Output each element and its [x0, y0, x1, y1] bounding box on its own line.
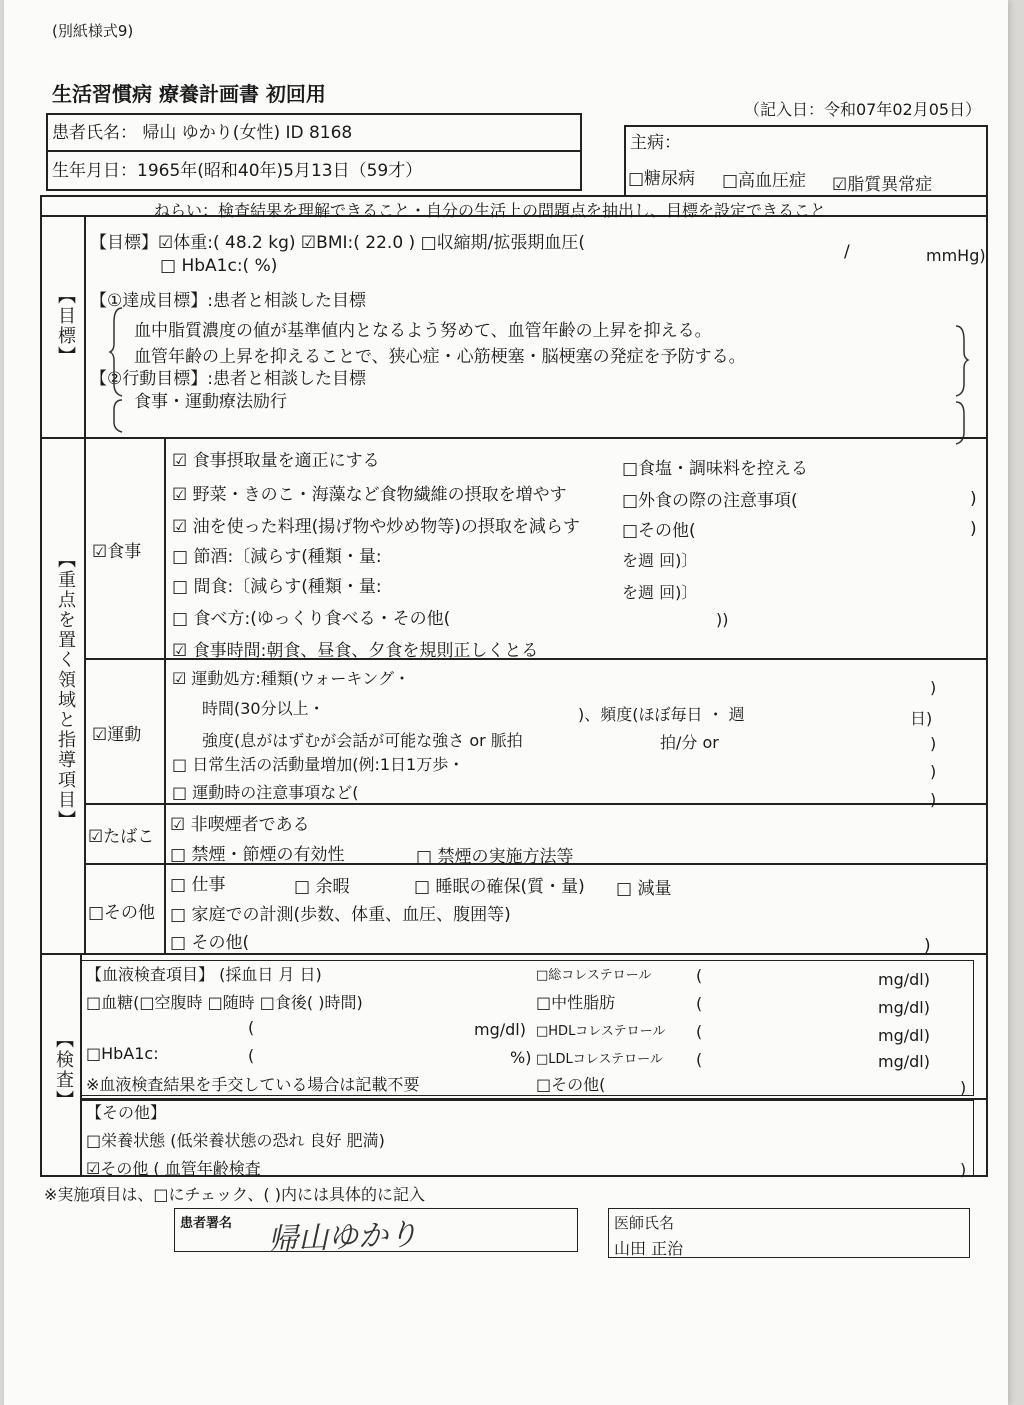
entry-date: （記入日：令和07年02月05日）	[744, 100, 982, 119]
lipid-other[interactable]: □その他(	[536, 1075, 606, 1094]
form-id: (別紙様式9)	[52, 22, 134, 40]
diet-item-3[interactable]: ☑ 油を使った料理(揚げ物や炒め物等)の摂取を減らす	[172, 517, 580, 537]
other-sleep[interactable]: □ 睡眠の確保(質・量)	[414, 877, 585, 897]
doctor-name: 山田 正治	[614, 1239, 684, 1258]
focus-side-label: 【重点を置く領域と指導項目】	[55, 550, 76, 830]
doctor-label: 医師氏名	[614, 1214, 675, 1232]
exercise-item-2[interactable]: □ 日常生活の活動量増加(例:1日1万歩・	[172, 755, 465, 774]
diet-right-item-3[interactable]: □その他(	[622, 521, 696, 541]
tobacco-item-1[interactable]: ☑ 非喫煙者である	[170, 815, 310, 835]
aim-text: ねらい：検査結果を理解できること・自分の生活上の問題点を抽出し、目標を設定できること	[154, 201, 827, 220]
exam-other-close: )	[960, 1160, 967, 1179]
disease-dyslipidemia-checkbox[interactable]: ☑脂質異常症	[832, 175, 933, 195]
eat-close: ))	[716, 610, 729, 629]
exam-other-header: 【その他】	[86, 1103, 167, 1122]
other-leisure[interactable]: □ 余暇	[294, 877, 350, 897]
patient-name: 患者氏名： 帰山 ゆかり(女性) ID 8168	[52, 123, 353, 143]
exercise-paren-2: )	[930, 734, 937, 753]
patient-signature-label: 患者署名	[180, 1216, 233, 1231]
bracket-left	[108, 304, 128, 434]
exercise-pulse-unit: 拍/分 or	[660, 733, 719, 752]
lipid-paren-2: (	[696, 994, 703, 1013]
lipid-paren-3: (	[696, 1022, 703, 1041]
hba1c-checkbox[interactable]: □HbA1c:	[86, 1044, 159, 1063]
lipid-ldl[interactable]: □LDLコレステロール	[536, 1052, 663, 1067]
diet-item-6[interactable]: □ 食べ方:(ゆっくり食べる・その他(	[172, 609, 451, 629]
glucose-paren: (	[248, 1018, 255, 1037]
lipid-unit-2: mg/dl)	[878, 998, 930, 1017]
lipid-unit-4: mg/dl)	[878, 1052, 930, 1071]
patient-signature: 帰山ゆかり	[267, 1217, 419, 1258]
exercise-day-unit: 日)	[910, 709, 933, 728]
diet-right-item-1[interactable]: □食塩・調味料を控える	[622, 459, 809, 479]
other-paren: )	[924, 936, 931, 956]
blood-test-header: 【血液検査項目】 (採血日 月 日)	[86, 965, 322, 984]
snack-week: を週 回)〕	[622, 583, 698, 602]
bp-slash: /	[844, 242, 850, 262]
tobacco-category-checkbox[interactable]: ☑たばこ	[88, 827, 155, 847]
footer-note: ※実施項目は、□にチェック、( )内には具体的に記入	[44, 1185, 425, 1204]
diet-paren-1: )	[970, 489, 977, 509]
patient-birthdate: 生年月日：1965年(昭和40年)5月13日（59才）	[52, 161, 423, 181]
disease-hypertension-checkbox[interactable]: □高血圧症	[722, 171, 807, 191]
diet-item-1[interactable]: ☑ 食事摂取量を適正にする	[172, 451, 380, 471]
other-weight-loss[interactable]: □ 減量	[616, 879, 672, 899]
exam-side-label: 【検査】	[53, 1030, 74, 1110]
exercise-category-checkbox[interactable]: ☑運動	[92, 725, 142, 745]
alcohol-week: を週 回)〕	[622, 551, 698, 570]
achieve-header: 【①達成目標】:患者と相談した目標	[90, 291, 366, 311]
page-title: 生活習慣病 療養計画書 初回用	[52, 82, 326, 106]
diet-item-5[interactable]: □ 間食:〔減らす(種類・量:	[172, 577, 382, 597]
exercise-intensity: 強度(息がはずむが会話が可能な強さ or 脈拍	[202, 731, 523, 750]
glucose-checkbox[interactable]: □血糖(□空腹時 □随時 □食後( )時間)	[86, 993, 363, 1012]
action-line-1: 食事・運動療法励行	[134, 392, 287, 412]
main-disease-label: 主病：	[630, 133, 681, 153]
lipid-tg[interactable]: □中性脂肪	[536, 993, 616, 1012]
other-home-measure[interactable]: □ 家庭での計測(歩数、体重、血圧、腹囲等)	[170, 905, 511, 925]
diet-paren-2: )	[970, 519, 977, 539]
nutrition-checkbox[interactable]: □栄養状態 (低栄養状態の恐れ 良好 肥満)	[86, 1131, 385, 1150]
lipid-unit-3: mg/dl)	[878, 1026, 930, 1045]
diet-item-2[interactable]: ☑ 野菜・きのこ・海藻など食物繊維の摂取を増やす	[172, 485, 567, 505]
glucose-unit: mg/dl)	[474, 1020, 526, 1039]
lipid-other-close: )	[960, 1078, 967, 1097]
action-header: 【②行動目標】:患者と相談した目標	[90, 369, 366, 389]
exercise-item-3[interactable]: □ 運動時の注意事項など(	[172, 783, 359, 802]
lipid-paren-1: (	[696, 966, 703, 985]
diet-right-item-2[interactable]: □外食の際の注意事項(	[622, 491, 798, 511]
blood-test-note: ※血液検査結果を手交している場合は記載不要	[86, 1075, 420, 1094]
tobacco-item-3[interactable]: □ 禁煙の実施方法等	[416, 847, 574, 867]
lipid-paren-4: (	[696, 1050, 703, 1069]
goal-side-label: 【目標】	[55, 286, 76, 366]
exercise-paren-4: )	[930, 790, 937, 809]
exercise-item-1[interactable]: ☑ 運動処方:種類(ウォーキング・	[172, 669, 410, 688]
exam-other-checkbox[interactable]: ☑その他 ( 血管年齢検査	[86, 1159, 261, 1178]
other-other[interactable]: □ その他(	[170, 933, 250, 953]
achieve-line-2: 血管年齢の上昇を抑えることで、狭心症・心筋梗塞・脳梗塞の発症を予防する。	[134, 347, 746, 367]
exercise-paren-3: )	[930, 762, 937, 781]
exercise-paren-1: )	[930, 678, 937, 697]
bracket-right	[952, 322, 972, 448]
lipid-hdl[interactable]: □HDLコレステロール	[536, 1024, 666, 1039]
form-sheet	[4, 0, 1008, 1405]
lipid-total-chol[interactable]: □総コレステロール	[536, 968, 652, 983]
exercise-frequency: )、頻度(ほぼ毎日 ・ 週	[578, 705, 745, 724]
disease-diabetes-checkbox[interactable]: □糖尿病	[628, 169, 696, 189]
other-work[interactable]: □ 仕事	[170, 875, 226, 895]
exercise-time: 時間(30分以上・	[202, 699, 325, 718]
hba1c-paren: (	[248, 1046, 255, 1065]
lipid-unit-1: mg/dl)	[878, 970, 930, 989]
bp-unit: mmHg)	[926, 246, 986, 265]
other-category-checkbox[interactable]: □その他	[88, 903, 156, 923]
hba1c-unit: %)	[510, 1048, 532, 1067]
diet-item-7[interactable]: ☑ 食事時間:朝食、昼食、夕食を規則正しくとる	[172, 641, 539, 661]
achieve-line-1: 血中脂質濃度の値が基準値内となるよう努めて、血管年齢の上昇を抑える。	[134, 321, 712, 341]
goal-targets-line1: 【目標】☑体重:( 48.2 kg) ☑BMI:( 22.0 ) □収縮期/拡張期血圧(	[90, 233, 585, 253]
diet-item-4[interactable]: □ 節酒:〔減らす(種類・量:	[172, 547, 382, 567]
goal-targets-line2: □ HbA1c:( %)	[160, 256, 278, 276]
diet-category-checkbox[interactable]: ☑食事	[92, 542, 142, 562]
tobacco-item-2[interactable]: □ 禁煙・節煙の有効性	[170, 845, 345, 865]
